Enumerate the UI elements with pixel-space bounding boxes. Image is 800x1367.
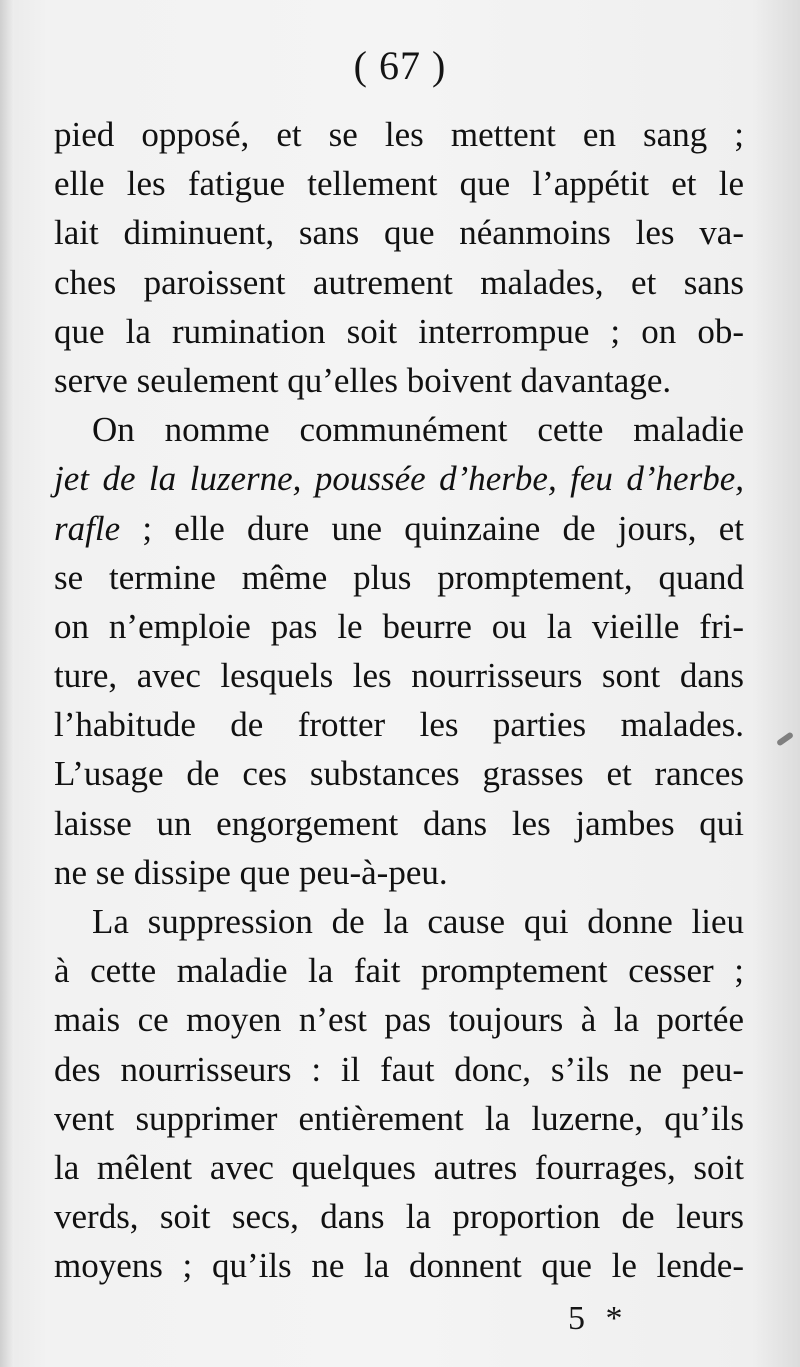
- text-line: lait diminuent, sans que néanmoins les va-: [54, 213, 744, 253]
- text-line: verds, soit secs, dans la proportion de leurs: [54, 1197, 744, 1237]
- text-line: [54, 504, 744, 553]
- text-line: vent supprimer entièrement la luzerne, qu’ils: [54, 1098, 744, 1138]
- text-line: elle les fatigue tellement que l’appétit et le: [54, 164, 744, 204]
- text-line: à cette maladie la fait promptement cesser ;: [54, 951, 744, 991]
- body-text: [54, 110, 744, 1291]
- text-span: ; elle dure une quinzaine de jours, et: [120, 508, 744, 548]
- text-line: On nomme communément cette maladie: [92, 410, 744, 450]
- text-line: L’usage de ces substances grasses et rances: [54, 754, 744, 794]
- text-line: pied opposé, et se les mettent en sang ;: [54, 115, 744, 154]
- page-number: ( 67 ): [353, 43, 447, 88]
- text-line: l’habitude de frotter les parties malades.: [54, 705, 744, 745]
- text-line: se termine même plus promptement, quand: [54, 557, 744, 597]
- text-line: laisse un engorgement dans les jambes qui: [54, 803, 744, 843]
- text-line: ture, avec lesquels les nourrisseurs sont dans: [54, 656, 744, 696]
- italic-term: rafle: [54, 508, 121, 548]
- margin-mark: [776, 731, 794, 746]
- text-line: que la rumination soit interrompue ; on ob-: [54, 311, 744, 351]
- page-gutter-shadow: [0, 0, 14, 1367]
- text-line: ne se dissipe que peu-à-peu.: [54, 852, 448, 892]
- text-line-italic-terms: [54, 454, 744, 503]
- text-line: moyens ; qu’ils ne la donnent que le lende-: [54, 1246, 744, 1286]
- signature-mark: 5 *: [568, 1300, 629, 1337]
- text-line: on n’emploie pas le beurre ou la vieille fri-: [54, 606, 744, 646]
- text-line: des nourrisseurs : il faut donc, s’ils ne peu-: [54, 1049, 744, 1089]
- text-line: serve seulement qu’elles boivent davantage.: [54, 360, 672, 400]
- italic-term: jet de la luzerne, poussée d’herbe, feu d’herbe,: [54, 459, 744, 499]
- text-line: La suppression de la cause qui donne lieu: [92, 902, 744, 941]
- text-line: ches paroissent autrement malades, et sans: [54, 262, 744, 302]
- text-line: mais ce moyen n’est pas toujours à la portée: [54, 1000, 744, 1040]
- text-line: la mêlent avec quelques autres fourrages, soit: [54, 1147, 744, 1187]
